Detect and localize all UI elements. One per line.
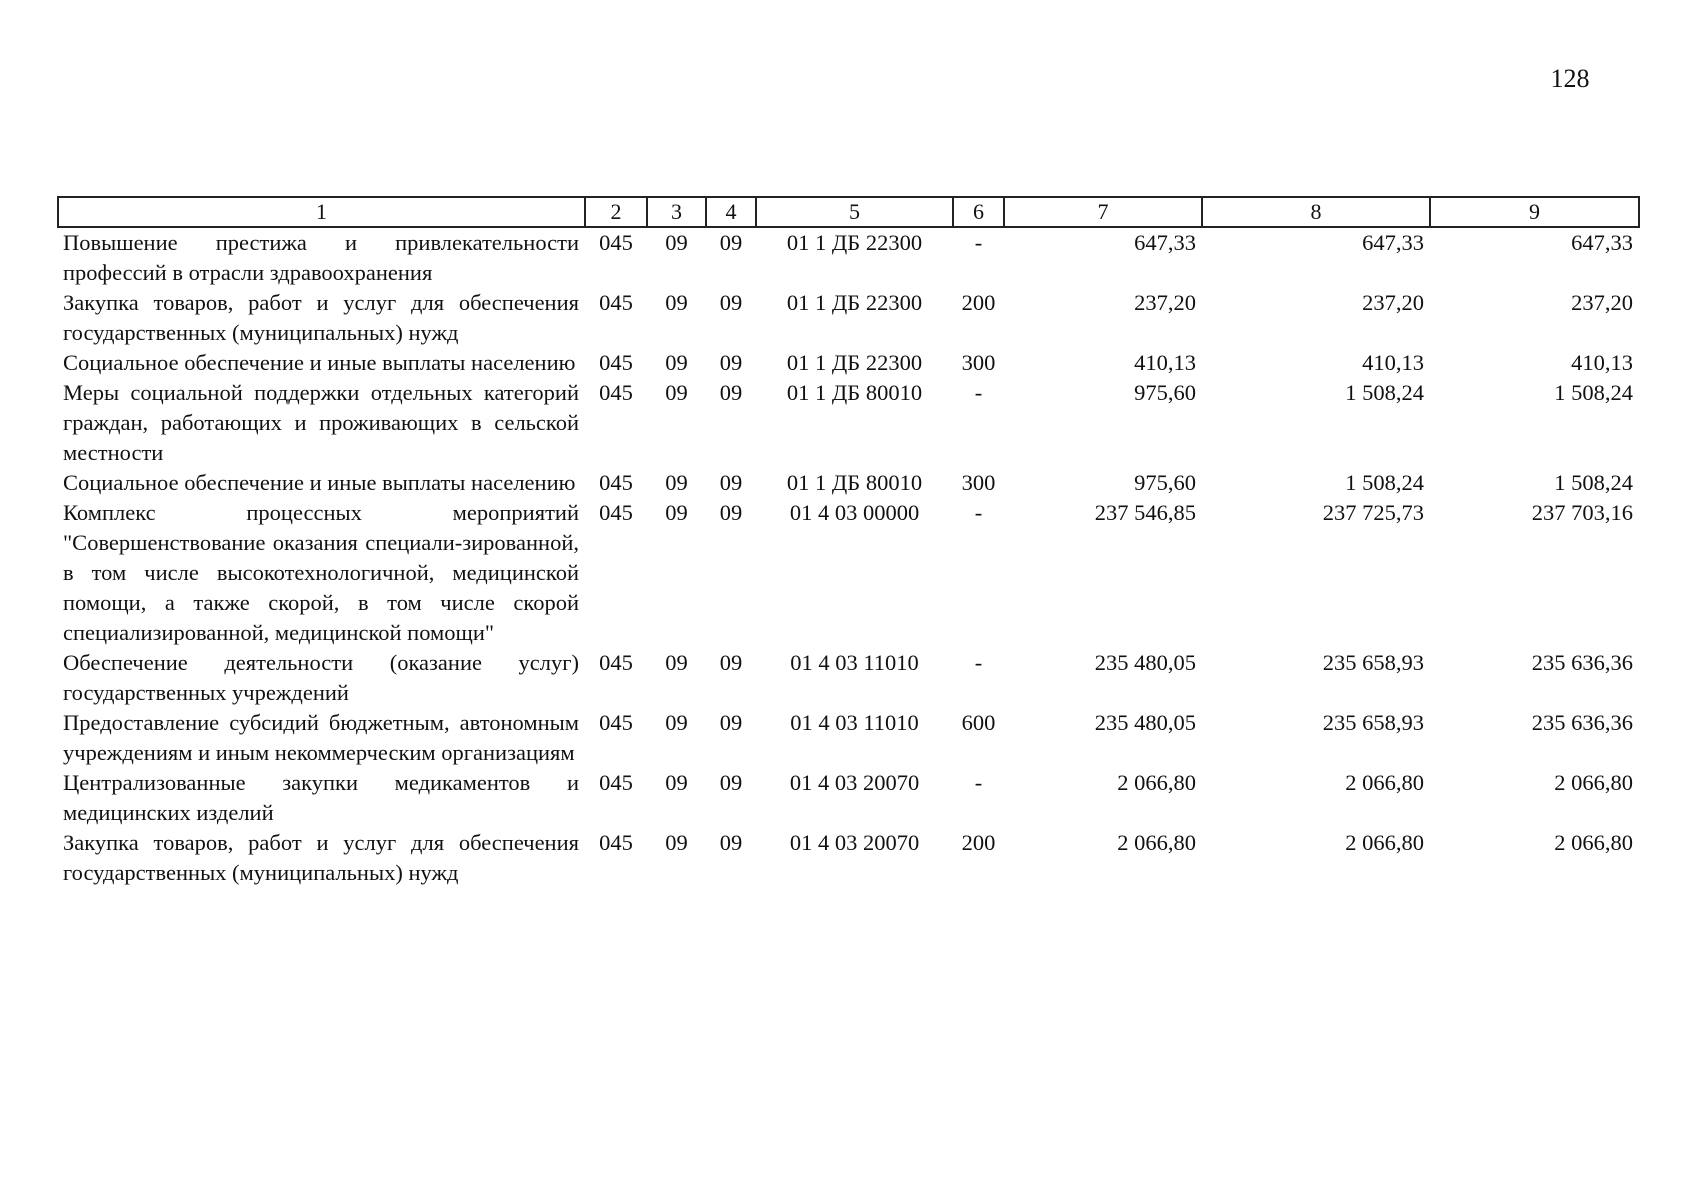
cell-amount-col-9: 235 636,36 <box>1531 710 1633 735</box>
cell-grbs-code: 045 <box>599 290 633 315</box>
cell-section: 09 <box>665 380 688 405</box>
cell-section: 09 <box>665 770 688 795</box>
cell-expense-type: - <box>974 230 983 255</box>
header-col-6: 6 <box>953 197 1004 227</box>
cell-expense-type: - <box>974 770 983 795</box>
cell-subsection: 09 <box>719 830 743 855</box>
header-col-8: 8 <box>1202 197 1430 227</box>
cell-amount-col-8: 1 508,24 <box>1345 380 1424 405</box>
table-header-row <box>58 197 1639 227</box>
table-row <box>58 498 1639 648</box>
table-row <box>58 708 1639 768</box>
header-col-2: 2 <box>585 197 647 227</box>
cell-expense-type: 200 <box>961 830 996 855</box>
cell-name: Централизованные закупки медикаментов и медицинских изделий <box>63 770 579 825</box>
header-col-9: 9 <box>1430 197 1639 227</box>
cell-grbs-code: 045 <box>599 470 633 495</box>
cell-grbs-code: 045 <box>599 830 633 855</box>
cell-amount-col-7: 2 066,80 <box>1117 830 1196 855</box>
cell-amount-col-9: 410,13 <box>1571 350 1633 375</box>
cell-amount-col-8: 2 066,80 <box>1345 830 1424 855</box>
table-row <box>58 288 1639 348</box>
table-row <box>58 768 1639 828</box>
cell-target-article: 01 4 03 20070 <box>789 770 920 795</box>
cell-expense-type: 300 <box>961 350 996 375</box>
cell-name: Закупка товаров, работ и услуг для обеспечения государственных (муниципальных) нужд <box>63 290 579 345</box>
cell-target-article: 01 4 03 20070 <box>789 830 920 855</box>
page-number: 128 <box>1550 64 1590 93</box>
header-col-7: 7 <box>1004 197 1202 227</box>
cell-amount-col-7: 410,13 <box>1134 350 1196 375</box>
cell-amount-col-9: 2 066,80 <box>1554 770 1633 795</box>
cell-subsection: 09 <box>719 650 743 675</box>
cell-section: 09 <box>665 470 688 495</box>
cell-grbs-code: 045 <box>599 230 633 255</box>
cell-section: 09 <box>665 350 688 375</box>
cell-amount-col-7: 235 480,05 <box>1094 650 1196 675</box>
cell-subsection: 09 <box>719 710 743 735</box>
cell-amount-col-9: 237,20 <box>1571 290 1633 315</box>
cell-target-article: 01 1 ДБ 22300 <box>786 290 923 315</box>
cell-amount-col-8: 237 725,73 <box>1322 500 1424 525</box>
table-row <box>58 227 1639 288</box>
cell-expense-type: - <box>974 380 983 405</box>
cell-target-article: 01 1 ДБ 80010 <box>786 380 923 405</box>
table-row <box>58 378 1639 468</box>
cell-section: 09 <box>665 650 688 675</box>
cell-amount-col-9: 237 703,16 <box>1531 500 1633 525</box>
cell-expense-type: 600 <box>961 710 996 735</box>
cell-target-article: 01 4 03 11010 <box>790 650 919 675</box>
header-col-1: 1 <box>58 197 585 227</box>
cell-amount-col-7: 975,60 <box>1134 380 1196 405</box>
cell-section: 09 <box>665 230 688 255</box>
cell-section: 09 <box>665 710 688 735</box>
cell-name: Предоставление субсидий бюджетным, автономным учреждениям и иным некоммерческим организациям <box>63 710 579 765</box>
cell-section: 09 <box>665 290 688 315</box>
budget-table <box>57 196 1640 888</box>
table-row <box>58 828 1639 888</box>
cell-expense-type: - <box>974 500 983 525</box>
cell-amount-col-8: 235 658,93 <box>1322 710 1424 735</box>
cell-grbs-code: 045 <box>599 500 633 525</box>
cell-amount-col-9: 647,33 <box>1571 230 1633 255</box>
cell-target-article: 01 1 ДБ 22300 <box>786 350 923 375</box>
cell-amount-col-8: 2 066,80 <box>1345 770 1424 795</box>
cell-section: 09 <box>665 830 688 855</box>
cell-target-article: 01 4 03 00000 <box>789 500 920 525</box>
cell-subsection: 09 <box>719 500 743 525</box>
cell-grbs-code: 045 <box>599 350 633 375</box>
cell-name: Повышение престижа и привлекательности профессий в отрасли здравоохранения <box>63 230 579 285</box>
cell-amount-col-8: 410,13 <box>1362 350 1424 375</box>
cell-name: Социальное обеспечение и иные выплаты населению <box>63 470 576 495</box>
cell-subsection: 09 <box>719 230 743 255</box>
cell-expense-type: 300 <box>961 470 996 495</box>
header-col-5: 5 <box>756 197 953 227</box>
cell-amount-col-7: 975,60 <box>1134 470 1196 495</box>
cell-target-article: 01 1 ДБ 22300 <box>786 230 923 255</box>
cell-subsection: 09 <box>719 470 743 495</box>
cell-grbs-code: 045 <box>599 710 633 735</box>
cell-amount-col-7: 235 480,05 <box>1094 710 1196 735</box>
cell-subsection: 09 <box>719 380 743 405</box>
cell-grbs-code: 045 <box>599 380 633 405</box>
cell-amount-col-9: 2 066,80 <box>1554 830 1633 855</box>
cell-name: Комплекс процессных мероприятий "Совершенствование оказания специали-зированной, в том числе высокотехнологичной, медицинской помощи, а также скорой, в том числе скорой специализированной, медицинской помощи" <box>63 500 579 645</box>
cell-grbs-code: 045 <box>599 650 633 675</box>
cell-amount-col-8: 237,20 <box>1362 290 1424 315</box>
cell-amount-col-8: 647,33 <box>1362 230 1424 255</box>
cell-name: Закупка товаров, работ и услуг для обеспечения государственных (муниципальных) нужд <box>63 830 579 885</box>
cell-amount-col-9: 1 508,24 <box>1554 380 1633 405</box>
cell-amount-col-7: 237,20 <box>1134 290 1196 315</box>
cell-amount-col-8: 235 658,93 <box>1322 650 1424 675</box>
cell-section: 09 <box>665 500 688 525</box>
cell-amount-col-9: 235 636,36 <box>1531 650 1633 675</box>
cell-target-article: 01 4 03 11010 <box>790 710 919 735</box>
table-header <box>58 197 1639 227</box>
cell-amount-col-9: 1 508,24 <box>1554 470 1633 495</box>
header-col-3: 3 <box>647 197 706 227</box>
cell-expense-type: 200 <box>961 290 996 315</box>
cell-subsection: 09 <box>719 290 743 315</box>
cell-amount-col-7: 647,33 <box>1134 230 1196 255</box>
table-row <box>58 348 1639 378</box>
table-row <box>58 468 1639 498</box>
table-row <box>58 648 1639 708</box>
cell-amount-col-8: 1 508,24 <box>1345 470 1424 495</box>
cell-amount-col-7: 2 066,80 <box>1117 770 1196 795</box>
cell-grbs-code: 045 <box>599 770 633 795</box>
cell-target-article: 01 1 ДБ 80010 <box>786 470 923 495</box>
cell-amount-col-7: 237 546,85 <box>1094 500 1196 525</box>
table-body <box>58 227 1639 888</box>
cell-name: Обеспечение деятельности (оказание услуг) государственных учреждений <box>63 650 579 705</box>
cell-expense-type: - <box>974 650 983 675</box>
cell-name: Меры социальной поддержки отдельных категорий граждан, работающих и проживающих в сельской местности <box>63 380 579 465</box>
cell-subsection: 09 <box>719 350 743 375</box>
header-col-4: 4 <box>706 197 756 227</box>
cell-subsection: 09 <box>719 770 743 795</box>
cell-name: Социальное обеспечение и иные выплаты населению <box>63 350 576 375</box>
